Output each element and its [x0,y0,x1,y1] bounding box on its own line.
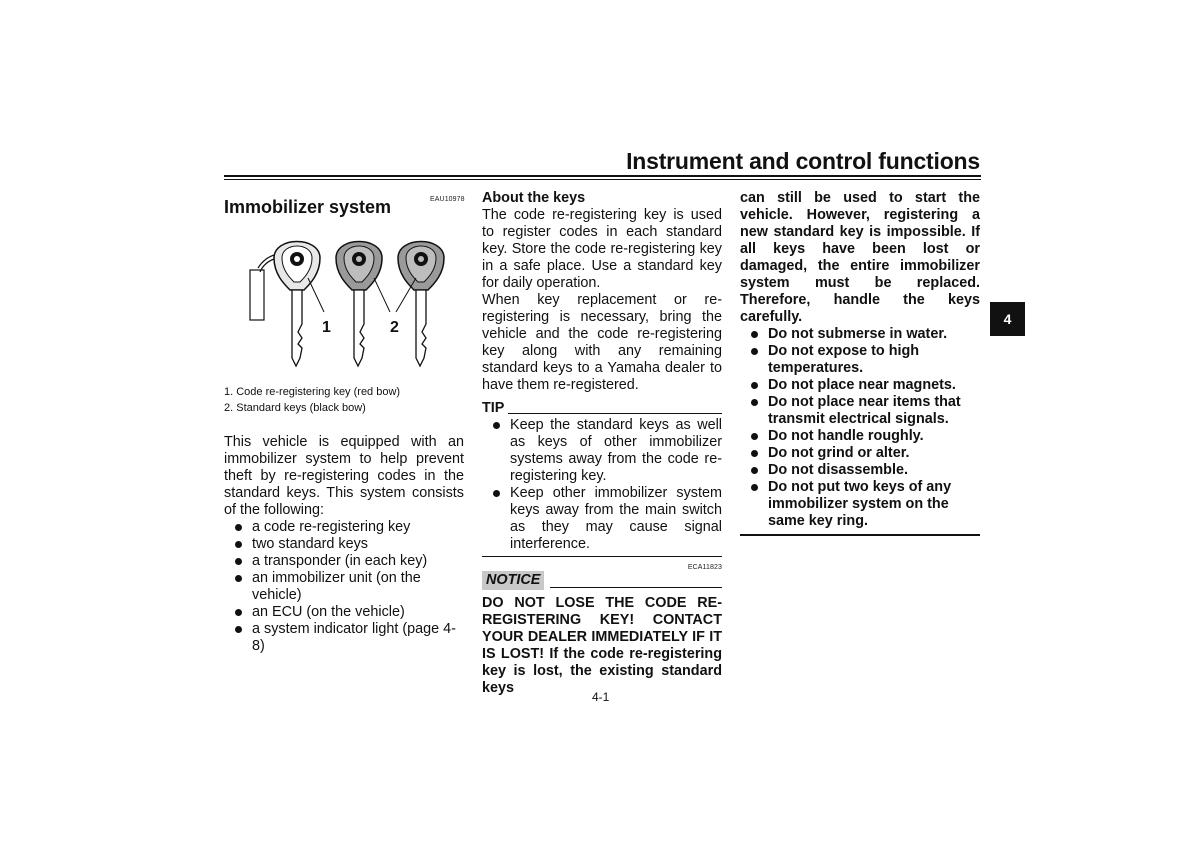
list-item: a transponder (in each key) [224,553,464,570]
chapter-tab: 4 [990,302,1025,336]
tip-label: TIP [482,400,505,416]
tip-heading [482,400,722,417]
components-list [224,519,464,655]
header-rule-thick [224,175,981,177]
keys-illustration [224,228,464,378]
list-item: Do not place near items that transmit electrical signals. [740,394,980,428]
about-keys-paragraph: The code re-registering key is used to register codes in each standard key. Store the code re-registering key in a safe place. Use a standard key for daily operation. [482,207,722,291]
list-item: Do not expose to high temperatures. [740,343,980,377]
list-item: a code re-registering key [224,519,464,536]
about-keys-heading: About the keys [482,190,586,206]
continued-text: can still be used to start the vehicle. However, registering a new standard key is impossible. If all keys have been lost or damaged, the entire immobilizer system must be replaced. Therefore, handle the keys carefully. [740,190,980,325]
code-key-icon [274,242,320,367]
notice-code: ECA11823 [687,564,722,571]
caption-item: 1. Code re-registering key (red bow) [224,386,401,398]
list-item: an ECU (on the vehicle) [224,604,464,621]
list-item: Do not handle roughly. [740,428,980,445]
standard-key-icon [398,242,444,367]
notice-label: NOTICE [482,571,544,590]
list-item: Keep the standard keys as well as keys of other immobilizer systems away from the code re-registering key. [482,417,722,485]
standard-key-icon [336,242,382,367]
list-item: an immobilizer unit (on the vehicle) [224,570,464,604]
intro-paragraph: This vehicle is equipped with an immobilizer system to help prevent theft by re-registering codes in the standard keys. This system consists of the following: [224,434,464,518]
caption-item: 2. Standard keys (black bow) [224,402,366,414]
notice-end-rule [740,534,980,536]
warnings-list [740,326,980,530]
figure-captions [224,384,464,416]
list-item: Keep other immobilizer system keys away from the main switch as they may cause signal interference. [482,485,722,553]
notice-rule [550,587,722,588]
callout-2: 2 [390,319,399,336]
list-item: two standard keys [224,536,464,553]
list-item: Do not place near magnets. [740,377,980,394]
key-tag-icon [250,270,264,320]
column-immobilizer [224,190,464,655]
list-item: Do not disassemble. [740,462,980,479]
section-title: Immobilizer system [224,197,392,217]
notice-text: DO NOT LOSE THE CODE RE-REGISTERING KEY! CONTACT YOUR DEALER IMMEDIATELY IF IT IS LOST! If the code re-registering key is lost, the existing standard keys [482,595,722,696]
section-code: EAU10978 [430,196,465,203]
tip-list [482,417,722,553]
tip-rule [508,413,722,414]
list-item: Do not put two keys of any immobilizer system on the same key ring. [740,479,980,530]
notice-heading [482,571,722,590]
page-number: 4-1 [592,690,610,704]
column-continued [740,190,980,536]
column-about-keys [482,190,722,697]
about-keys-paragraph: When key replacement or re-registering is necessary, bring the vehicle and the code re-registering key along with any remaining standard keys to a Yamaha dealer to have them re-registered. [482,292,722,393]
header-rule-thin [224,179,981,180]
callout-1: 1 [322,319,331,336]
list-item: a system indicator light (page 4-8) [224,621,464,655]
list-item: Do not grind or alter. [740,445,980,462]
page-header-title: Instrument and control functions [626,148,980,174]
list-item: Do not submerse in water. [740,326,980,343]
